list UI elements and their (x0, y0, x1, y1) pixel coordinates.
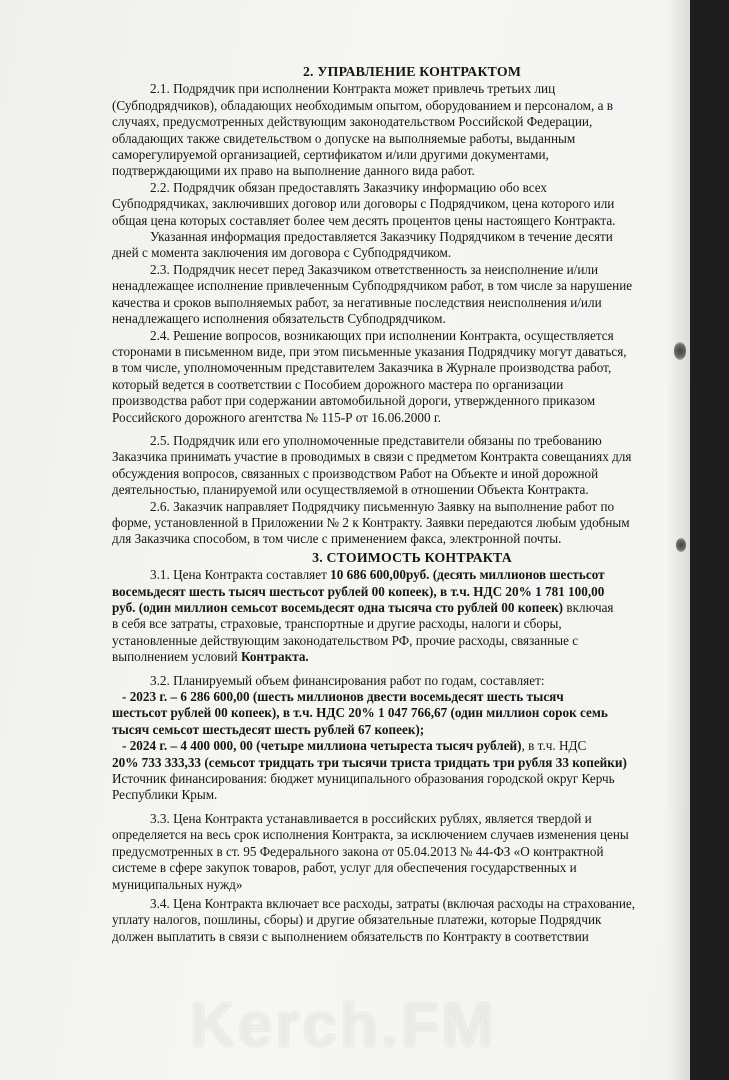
ink-blot (676, 538, 686, 552)
ink-blot (674, 342, 686, 360)
paragraph-3-4 (112, 896, 690, 945)
text-line: 3.2. Планируемый объем финансирования работ по годам, составляет: (150, 672, 545, 688)
text-run: Контракта. (240, 649, 309, 665)
paragraph-2-6 (112, 499, 690, 548)
text-line: дней с момента заключения им договора с Субподрядчиком. (112, 245, 452, 261)
paragraph-3-1 (112, 567, 690, 665)
text-run: 3.1. Цена Контракта составляет (150, 567, 331, 583)
text-line (112, 600, 690, 616)
text-line: качества и сроков выполняемых работ, за негативные последствия неисполнения и/или (112, 294, 602, 310)
text-line: 2.3. Подрядчик несет перед Заказчиком ответственность за неисполнение и/или (150, 261, 599, 277)
text-line: Источник финансирования: бюджет муниципального образования городской округ Керчь (112, 771, 615, 787)
text-line: тысяч семьсот шестьдесят шесть рублей 67 копеек); (112, 721, 425, 737)
text-line: 3.4. Цена Контракта включает все расходы, затраты (включая расходы на страхование, (150, 895, 636, 911)
text-run: выполнением условий (112, 649, 241, 665)
paragraph-2-5 (112, 433, 690, 499)
text-line: Республики Крым. (112, 787, 218, 803)
text-line: определяется на весь срок исполнения Контракта, за исключением случаев изменения цены (112, 827, 629, 843)
document-body (112, 62, 690, 945)
text-line: ненадлежащее исполнение привлеченным Субподрядчиком работ, в том числе за нарушение (112, 278, 633, 294)
paragraph-3-3 (112, 811, 690, 893)
text-line: для Заказчика способом, в том числе с применением факса, электронной почты. (112, 531, 562, 547)
text-line: установленные действующим законодательством РФ, прочие расходы, связанные с (112, 632, 579, 648)
section-3-heading: 3. СТОИМОСТЬ КОНТРАКТА (312, 549, 512, 565)
text-line (112, 567, 690, 583)
text-run: , в т.ч. НДС (521, 738, 587, 754)
text-line: саморегулируемой организацией, сертификатом и/или другими документами, (112, 147, 549, 163)
price-total: 10 686 600,00руб. (десять миллионов шестьсот (330, 567, 605, 583)
paragraph-2-2-info (112, 229, 690, 262)
text-line: 20% 733 333,33 (семьсот тридцать три тысячи триста тридцать три рубля 33 копейки) (112, 754, 627, 770)
text-line: 2.5. Подрядчик или его уполномоченные представители обязаны по требованию (150, 432, 602, 448)
text-line: предусмотренных в ст. 95 Федерального закона от 05.04.2013 № 44-ФЗ «О контрактной (112, 843, 604, 859)
text-line: 2.6. Заказчик направляет Подрядчику письменную Заявку на выполнение работ по (150, 498, 615, 514)
text-line: сторонами в письменном виде, при этом письменные указания Подрядчику могут даваться, (112, 343, 627, 359)
text-run: - 2024 г. – 4 400 000, 00 (четыре миллиона четыреста тысяч рублей) (122, 738, 522, 754)
text-line: в том числе, уполномоченным представителем Заказчика в Журнале производства работ, (112, 360, 612, 376)
text-line: уплату налогов, пошлины, сборы) и другие обязательные платежи, которые Подрядчик (112, 912, 602, 928)
text-line: восемьдесят шесть тысяч шестьсот рублей 00 копеек), в т.ч. НДС 20% 1 781 100,00 (112, 583, 605, 599)
text-line: Заказчика принимать участие в проводимых в связи с предметом Контракта совещаниях для (112, 449, 632, 465)
text-line: муниципальных нужд» (112, 876, 243, 892)
text-line: Российского дорожного агентства № 115-Р от 16.06.2000 г. (112, 409, 442, 425)
section-2-heading: 2. УПРАВЛЕНИЕ КОНТРАКТОМ (302, 64, 522, 79)
text-line: 3.3. Цена Контракта устанавливается в российских рублях, является твердой и (150, 810, 592, 826)
text-line: 2.2. Подрядчик обязан предоставлять Заказчику информацию обо всех (150, 179, 548, 195)
text-line: Субподрядчиках, заключивших договор или договоры с Подрядчиком, цена которого или (112, 196, 615, 212)
watermark-logo: Kerch.FM (190, 991, 497, 1060)
text-line: - 2023 г. – 6 286 600,00 (шесть миллионов двести восемьдесят шесть тысяч (122, 689, 564, 705)
text-line: подтверждающими их право на выполнение данного вида работ. (112, 163, 475, 179)
text-line: шестьсот рублей 00 копеек), в т.ч. НДС 20% 1 047 766,67 (один миллион сорок семь (112, 705, 608, 721)
text-line: в себя все затраты, страховые, транспортные и другие расходы, налоги и сборы, (112, 616, 562, 632)
text-line: обладающих также свидетельством о допуске на выполняемые работы, выданным (112, 130, 576, 146)
text-line (112, 738, 690, 754)
paragraph-2-4 (112, 328, 690, 426)
text-line: 2.1. Подрядчик при исполнении Контракта может привлечь третьих лиц (150, 81, 556, 97)
text-line: общая цена которых составляет более чем десять процентов цены настоящего Контракта. (112, 212, 616, 228)
text-line: деятельностью, планируемой или осуществляемой в отношении Объекта Контракта. (112, 482, 589, 498)
text-line: случаях, предусмотренных действующим законодательством Российской Федерации, (112, 114, 593, 130)
text-line: ненадлежащего исполнения обязательств Субподрядчиком. (112, 311, 446, 327)
text-line: Указанная информация предоставляется Заказчику Подрядчиком в течение десяти (150, 229, 613, 245)
text-line: который ведется в соответствии с Пособием дорожного мастера по организации (112, 376, 564, 392)
text-run: руб. (один миллион семьсот восемьдесят одна тысяча сто рублей 00 копеек) (112, 600, 564, 615)
paragraph-2-2 (112, 180, 690, 229)
text-run: включая (563, 600, 614, 615)
text-line: должен выплатить в связи с выполнением обязательств по Контракту в соответствии (112, 928, 589, 944)
text-line: 2.4. Решение вопросов, возникающих при исполнении Контракта, осуществляется (150, 327, 614, 343)
paragraph-2-3 (112, 262, 690, 328)
text-line: (Субподрядчиков), обладающих необходимым опытом, оборудованием и персоналом, а в (112, 97, 613, 113)
text-line: форме, установленной в Приложении № 2 к Контракту. Заявки передаются любым удобным (112, 514, 630, 530)
paragraph-3-2 (112, 673, 690, 804)
text-line: обсуждения вопросов, связанных с производством Работ на Объекте и иной дорожной (112, 465, 599, 481)
text-line: производства работ при содержании автомобильной дороги, утвержденного приказом (112, 393, 596, 409)
text-line (112, 649, 690, 665)
text-line: системе в сфере закупок товаров, работ, услуг для обеспечения государственных и (112, 860, 577, 876)
paragraph-2-1 (112, 81, 690, 179)
